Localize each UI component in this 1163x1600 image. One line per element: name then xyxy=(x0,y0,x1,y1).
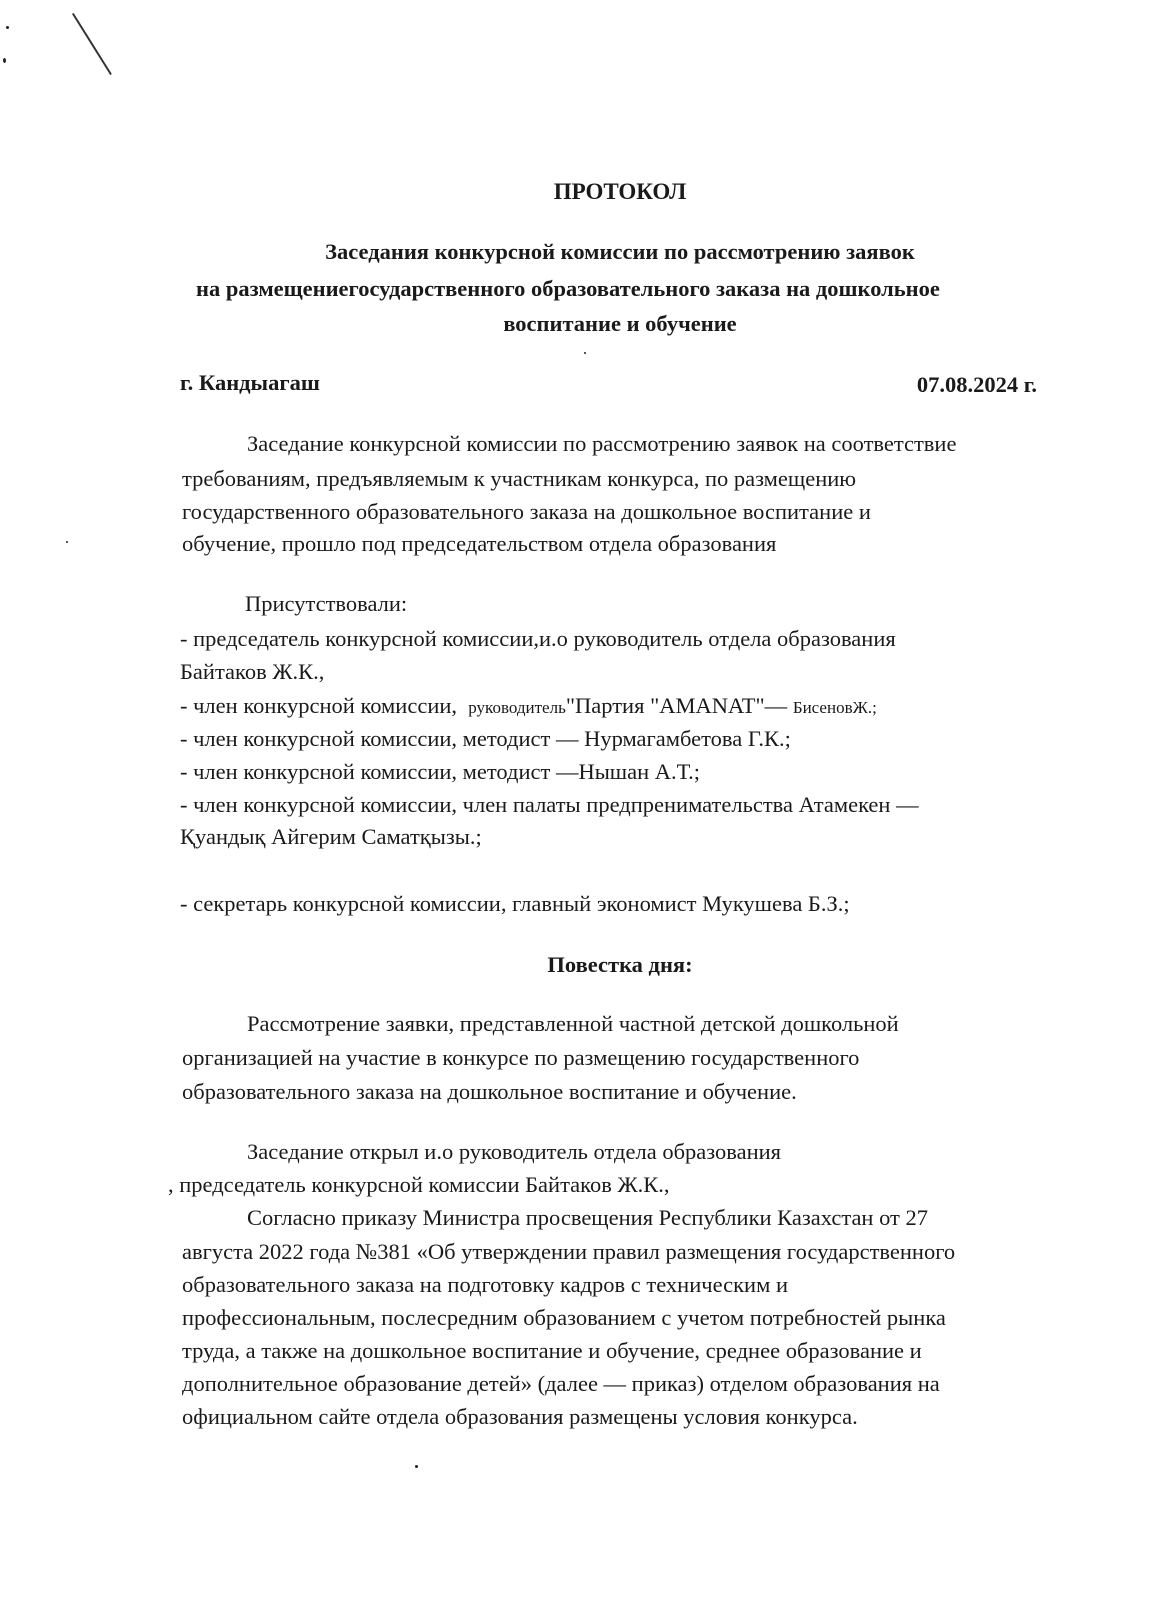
opening-line: августа 2022 года №381 «Об утверждении правил размещения государственного xyxy=(182,1239,956,1264)
subtitle-line: на размещениегосударственного образовательного заказа на дошкольное xyxy=(196,276,940,301)
scan-speck xyxy=(415,1465,418,1468)
document-title: ПРОТОКОЛ xyxy=(553,179,687,204)
subtitle-line: Заседания конкурсной комиссии по рассмотрению заявок xyxy=(325,239,915,264)
agenda-line: образовательного заказа на дошкольное воспитание и обучение. xyxy=(182,1079,797,1104)
chair-line: - председатель конкурсной комиссии,и.о руководитель отдела образования xyxy=(180,626,896,651)
agenda-line: организацией на участие в конкурсе по размещению государственного xyxy=(182,1045,860,1070)
scan-edge-dot xyxy=(6,26,9,29)
member-name: БисеновЖ.; xyxy=(792,698,877,717)
intro-line: обучение, прошло под председательством отдела образования xyxy=(182,531,777,556)
intro-line: Заседание конкурсной комиссии по рассмотрению заявок на соответствие xyxy=(247,431,957,456)
agenda-heading: Повестка дня: xyxy=(547,952,693,977)
city: г. Кандыагаш xyxy=(180,370,320,395)
scan-speck xyxy=(584,352,586,354)
member-line xyxy=(180,695,877,718)
opening-line: официальном сайте отдела образования размещены условия конкурса. xyxy=(182,1404,858,1429)
subtitle-line: воспитание и обучение xyxy=(503,311,737,336)
chair-name: Байтаков Ж.К., xyxy=(180,659,325,684)
attendees-heading: Присутствовали: xyxy=(245,591,408,616)
member-name: Қуандық Айгерим Саматқызы.; xyxy=(180,824,482,849)
scan-scratch-mark xyxy=(72,13,112,75)
opening-line: профессиональным, послесредним образованием с учетом потребностей рынка xyxy=(182,1305,946,1330)
scan-edge-dot xyxy=(3,58,6,63)
opening-line: Заседание открыл и.о руководитель отдела образования xyxy=(247,1139,782,1164)
secretary-line: - секретарь конкурсной комиссии, главный экономист Мукушева Б.З.; xyxy=(180,891,850,916)
opening-line: , председатель конкурсной комиссии Байтаков Ж.К., xyxy=(168,1172,670,1197)
intro-line: требованиям, предъявляемым к участникам конкурса, по размещению xyxy=(182,466,857,491)
member-position: руководитель xyxy=(468,698,566,717)
opening-line: Согласно приказу Министра просвещения Республики Казахстан от 27 xyxy=(247,1205,929,1230)
document-date: 07.08.2024 г. xyxy=(916,372,1037,397)
member-organization: "Партия "AMANAT"— xyxy=(565,693,788,718)
opening-line: образовательного заказа на подготовку кадров с техническим и xyxy=(182,1272,788,1297)
member-role: - член конкурсной комиссии, xyxy=(180,693,458,718)
member-line: - член конкурсной комиссии, методист —Нышан А.Т.; xyxy=(180,759,701,784)
member-line: - член конкурсной комиссии, член палаты предпренимательства Атамекен — xyxy=(180,792,919,817)
agenda-line: Рассмотрение заявки, представленной частной детской дошкольной xyxy=(247,1011,899,1036)
opening-line: дополнительное образование детей» (далее — приказ) отделом образования на xyxy=(182,1371,940,1396)
scan-speck xyxy=(66,541,68,543)
member-line: - член конкурсной комиссии, методист — Нурмагамбетова Г.К.; xyxy=(180,726,791,751)
intro-line: государственного образовательного заказа на дошкольное воспитание и xyxy=(182,499,871,524)
opening-line: труда, а также на дошкольное воспитание и обучение, среднее образование и xyxy=(182,1338,922,1363)
